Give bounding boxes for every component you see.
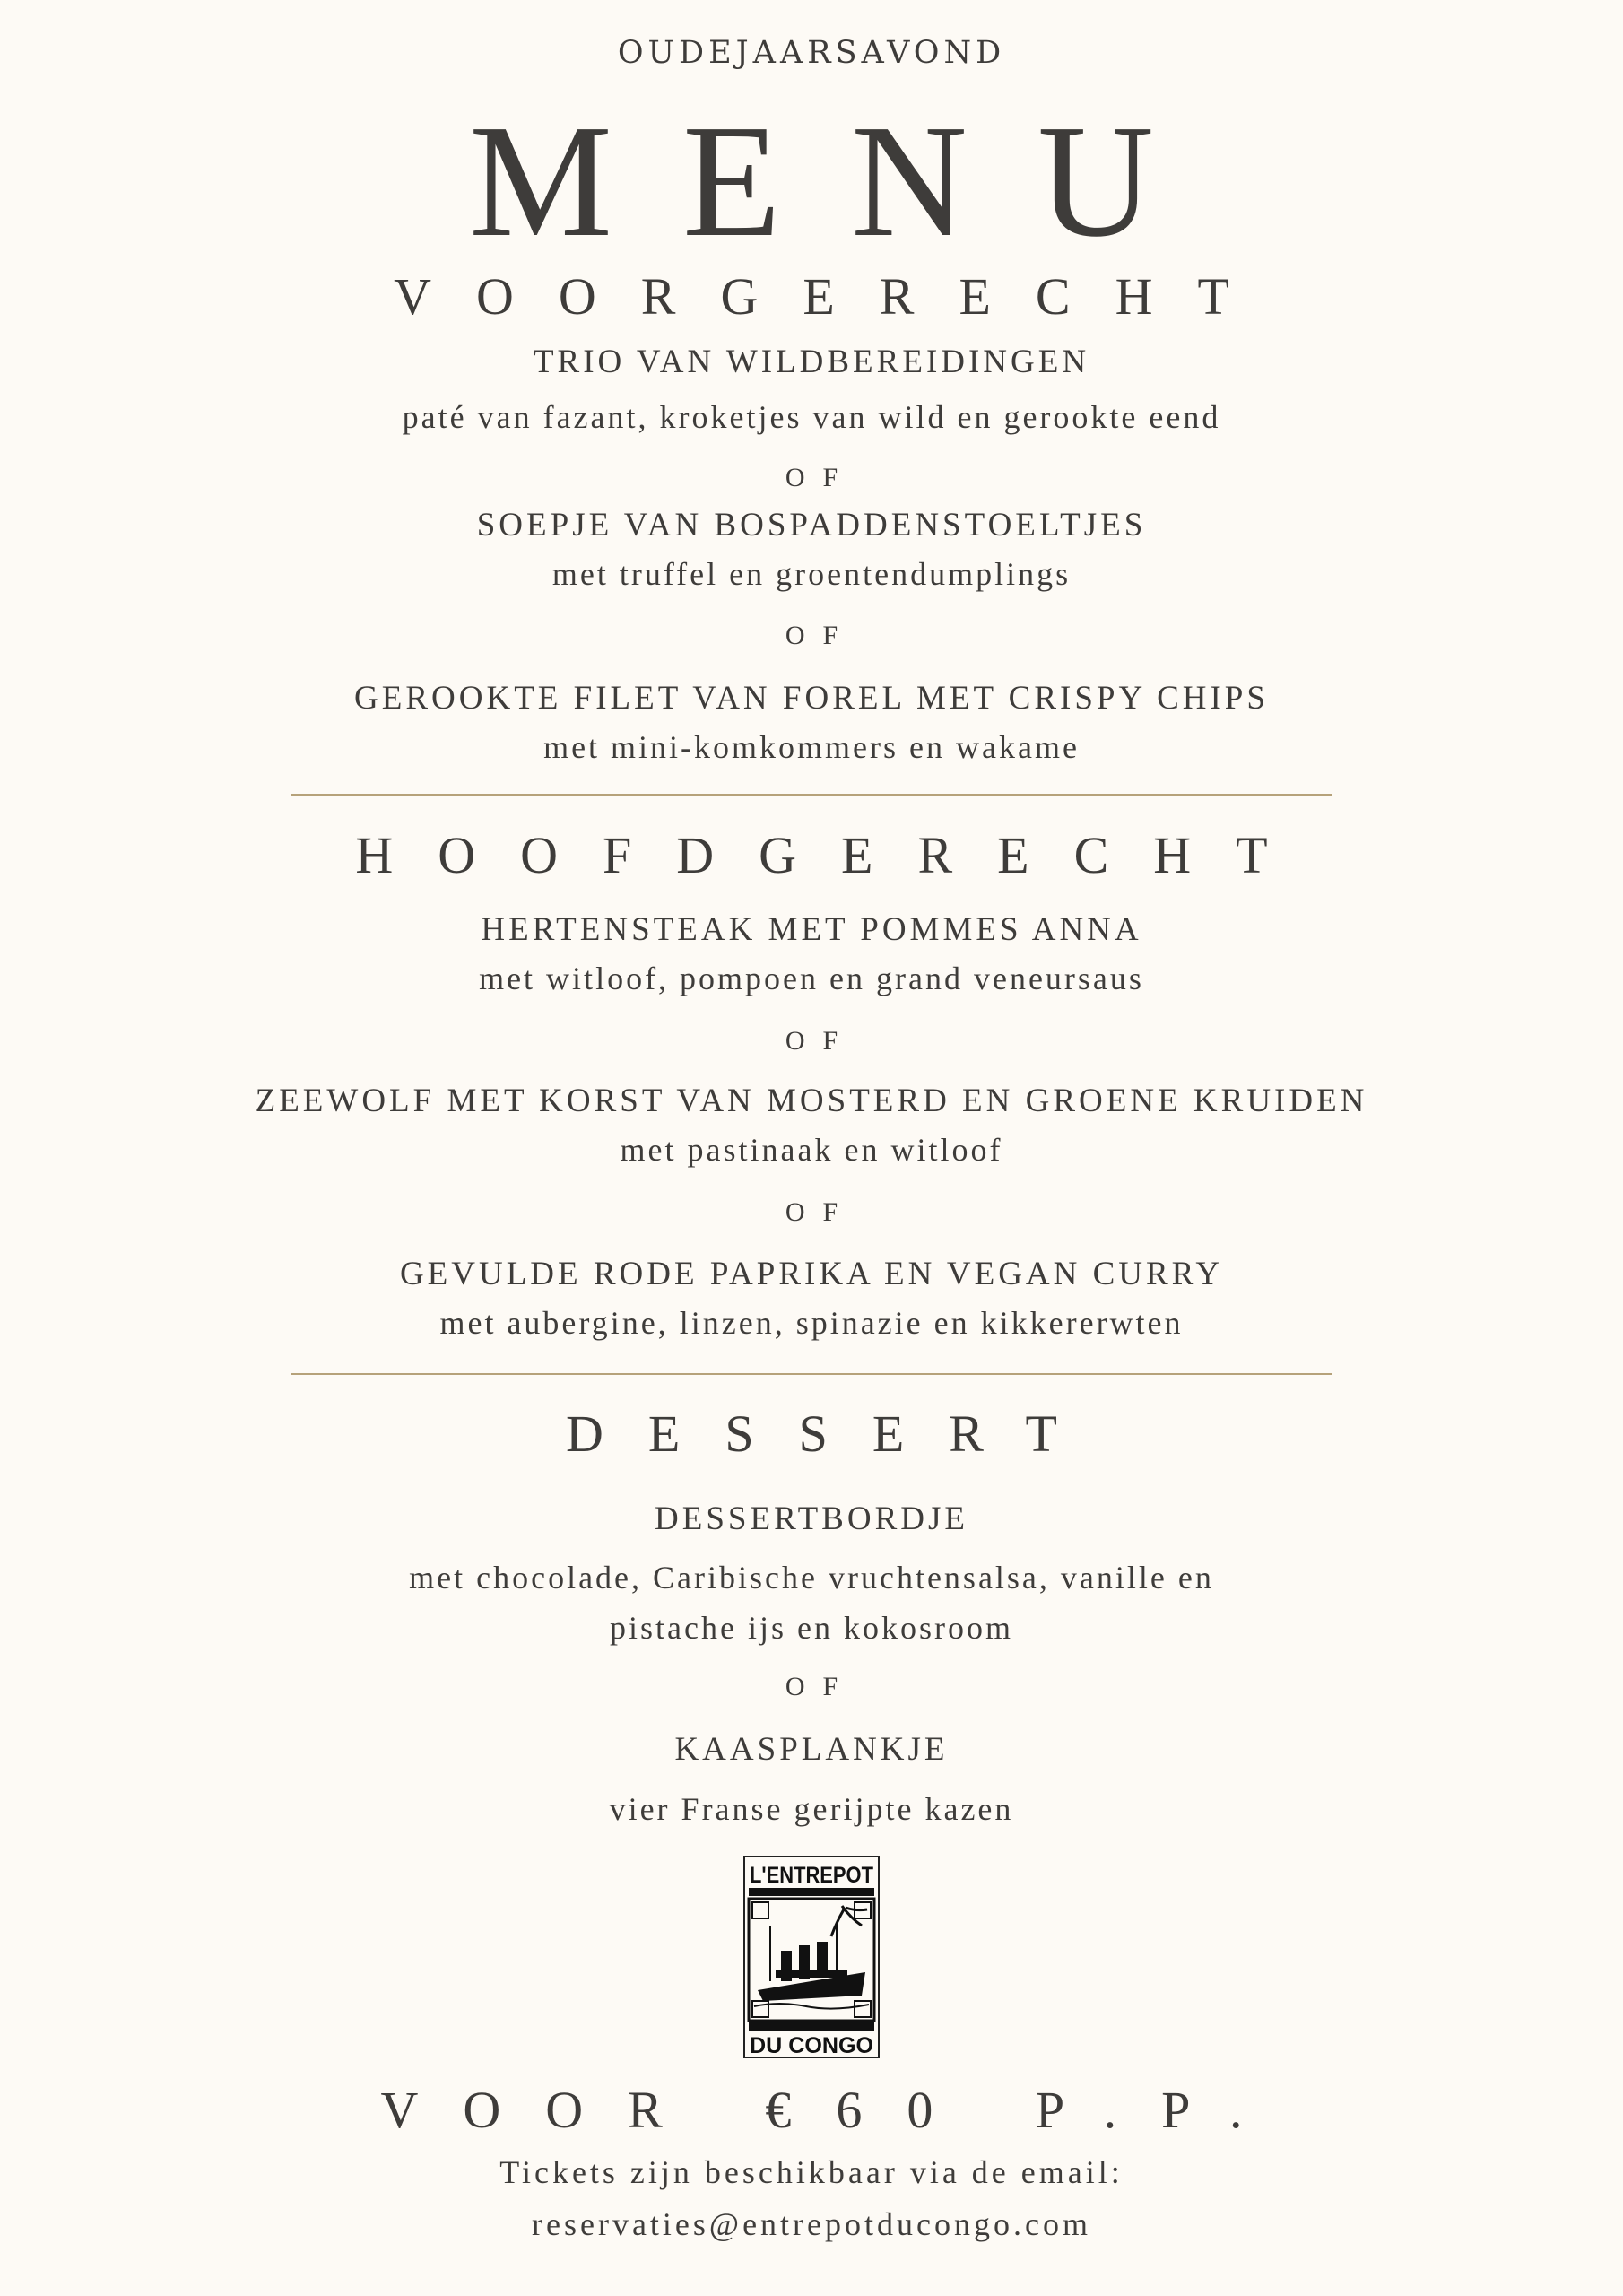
dish-name: TRIO VAN WILDBEREIDINGEN xyxy=(533,344,1090,380)
or-separator: OF xyxy=(785,463,856,492)
logo-top-text: L'ENTREPOT xyxy=(750,1863,873,1888)
ship-logo-icon xyxy=(743,1856,880,2058)
dish-name: GEVULDE RODE PAPRIKA EN VEGAN CURRY xyxy=(399,1256,1224,1292)
dish-name: KAASPLANKJE xyxy=(674,1731,949,1768)
dish-name: SOEPJE VAN BOSPADDENSTOELTJES xyxy=(476,507,1147,544)
tickets-info: Tickets zijn beschikbaar via de email: xyxy=(499,2154,1124,2190)
dish-description: met chocolade, Caribische vruchtensalsa, vanille en xyxy=(409,1560,1214,1596)
dish-description: vier Franse gerijpte kazen xyxy=(609,1791,1014,1827)
dish-description: paté van fazant, kroketjes van wild en gerookte eend xyxy=(402,399,1221,435)
or-separator: OF xyxy=(785,1026,856,1056)
section-title-dessert: DESSERT xyxy=(566,1405,1102,1463)
dish-description: met pastinaak en witloof xyxy=(620,1132,1003,1168)
dish-name: ZEEWOLF MET KORST VAN MOSTERD EN GROENE KRUIDEN xyxy=(255,1083,1368,1119)
dish-description: met mini-komkommers en wakame xyxy=(543,729,1080,765)
dish-description: met witloof, pompoen en grand veneursaus xyxy=(479,961,1144,996)
section-divider xyxy=(291,1373,1332,1375)
reservation-email-link[interactable]: reservaties@entrepotducongo.com xyxy=(532,2206,1091,2242)
dish-name: HERTENSTEAK MET POMMES ANNA xyxy=(481,911,1142,948)
dish-description: met truffel en groentendumplings xyxy=(551,556,1072,592)
section-divider xyxy=(291,794,1332,796)
eyebrow-text: OUDEJAARSAVOND xyxy=(617,35,1006,71)
dish-description: pistache ijs en kokosroom xyxy=(610,1610,1013,1646)
logo-bottom-text: DU CONGO xyxy=(750,2033,873,2058)
or-separator: OF xyxy=(785,1672,856,1701)
price-text: VOOR €60 P.P. xyxy=(380,2081,1288,2139)
or-separator: OF xyxy=(785,1197,856,1227)
dish-name: DESSERTBORDJE xyxy=(655,1500,968,1537)
or-separator: OF xyxy=(785,621,856,650)
section-title-hoofdgerecht: HOOFDGERECHT xyxy=(355,826,1313,884)
dish-description: met aubergine, linzen, spinazie en kikkererwten xyxy=(439,1305,1184,1341)
dish-name: GEROOKTE FILET VAN FOREL MET CRISPY CHIPS xyxy=(354,680,1269,717)
page-title: MENU xyxy=(469,91,1224,270)
section-title-voorgerecht: VOORGERECHT xyxy=(394,267,1274,326)
